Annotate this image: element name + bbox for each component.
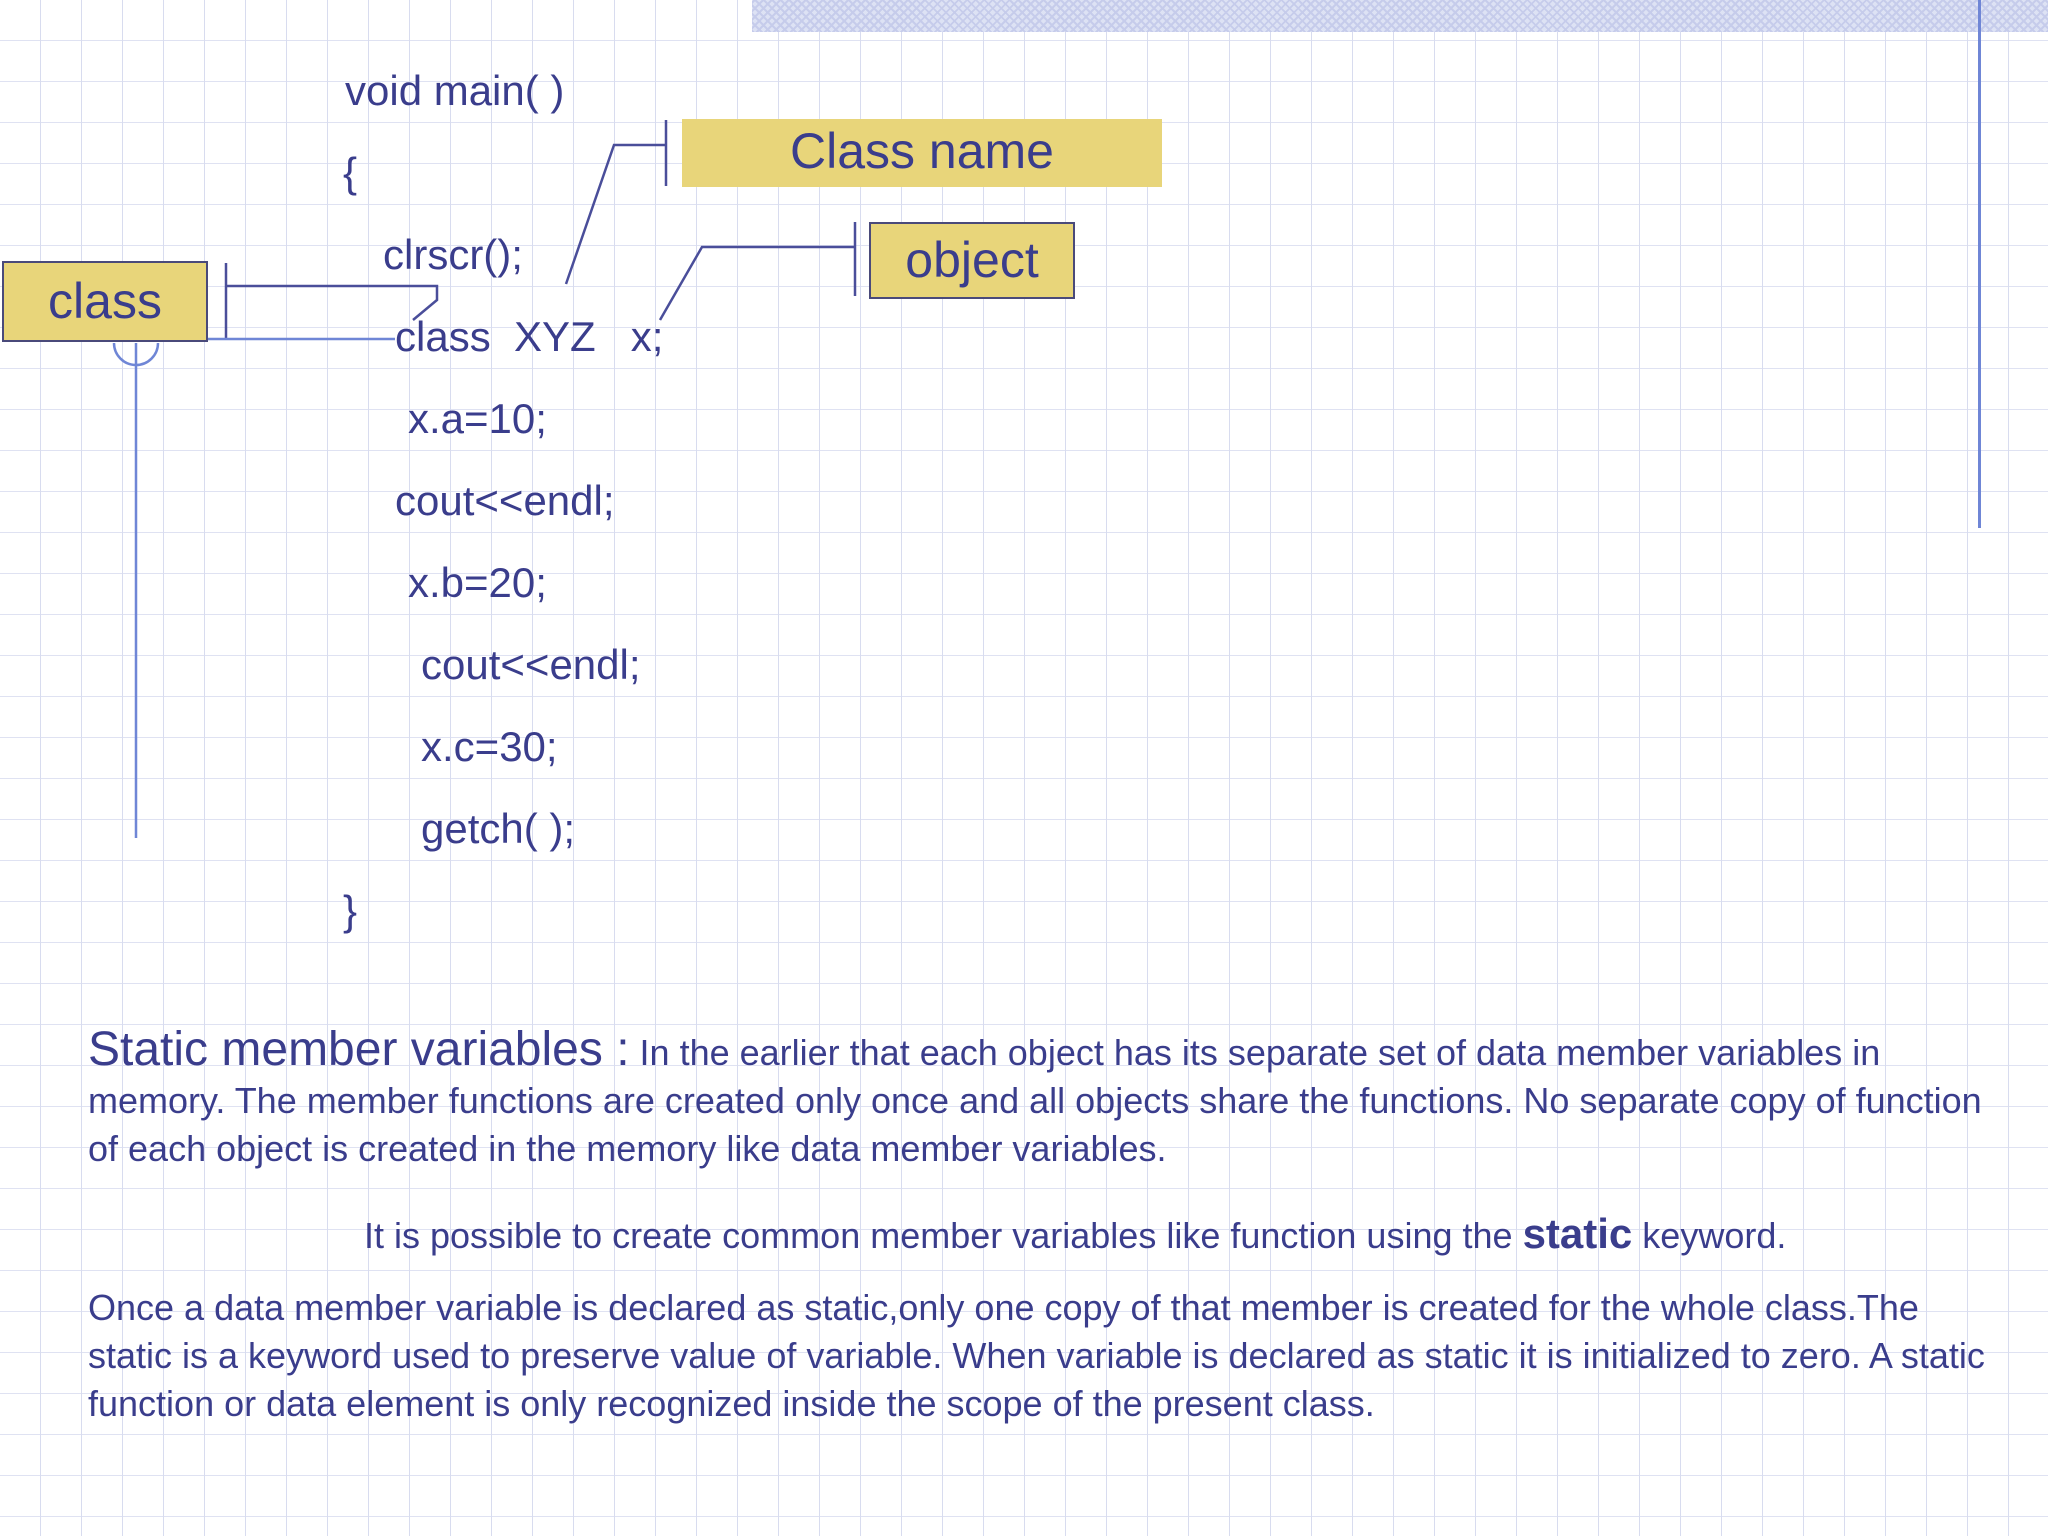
class-callout: class — [2, 261, 208, 342]
code-line-8: cout<<endl; — [421, 641, 641, 688]
section-heading: Static member variables : — [88, 1023, 630, 1076]
object-connector — [660, 247, 855, 320]
code-line-4: class XYZ x; — [395, 313, 664, 360]
paragraph-1-text: In the earlier that each object has its separate set of data member variables in memory. The member functions are created only once and all objects share the functions. No separate copy of function of each object is created in the memory like data member variables. — [88, 1032, 1982, 1169]
paragraph-2-text-before: It is possible to create common member variables like function using the — [364, 1215, 1513, 1256]
class-name-connector — [566, 145, 666, 284]
code-line-5: x.a=10; — [408, 395, 547, 442]
static-members-paragraph — [88, 1023, 1988, 1173]
code-line-2: { — [343, 149, 358, 196]
code-line-3: clrscr(); — [383, 231, 523, 278]
code-line-7: x.b=20; — [408, 559, 547, 606]
code-line-9: x.c=30; — [421, 723, 558, 770]
right-accent-rule — [1978, 0, 1981, 528]
code-line-6: cout<<endl; — [395, 477, 615, 524]
paragraph-2-text-after: keyword. — [1642, 1215, 1787, 1256]
static-keyword-paragraph — [364, 1210, 2004, 1260]
left-rule-circle — [114, 343, 158, 365]
object-callout: object — [869, 222, 1075, 299]
static-keyword: static — [1522, 1210, 1633, 1257]
code-line-11: } — [343, 887, 358, 934]
code-line-10: getch( ); — [421, 805, 576, 852]
decorative-top-band — [752, 0, 2048, 32]
code-line-1: void main( ) — [345, 67, 565, 114]
class-name-callout: Class name — [682, 119, 1162, 187]
paragraph-3-text: Once a data member variable is declared as static,only one copy of that member is created for the whole class.The static is a keyword used to preserve value of variable. When variable is declared as static it is initialized to zero. A static function or data element is only recognized inside the scope of the present class. — [88, 1287, 1985, 1424]
static-details-paragraph — [88, 1284, 1988, 1428]
